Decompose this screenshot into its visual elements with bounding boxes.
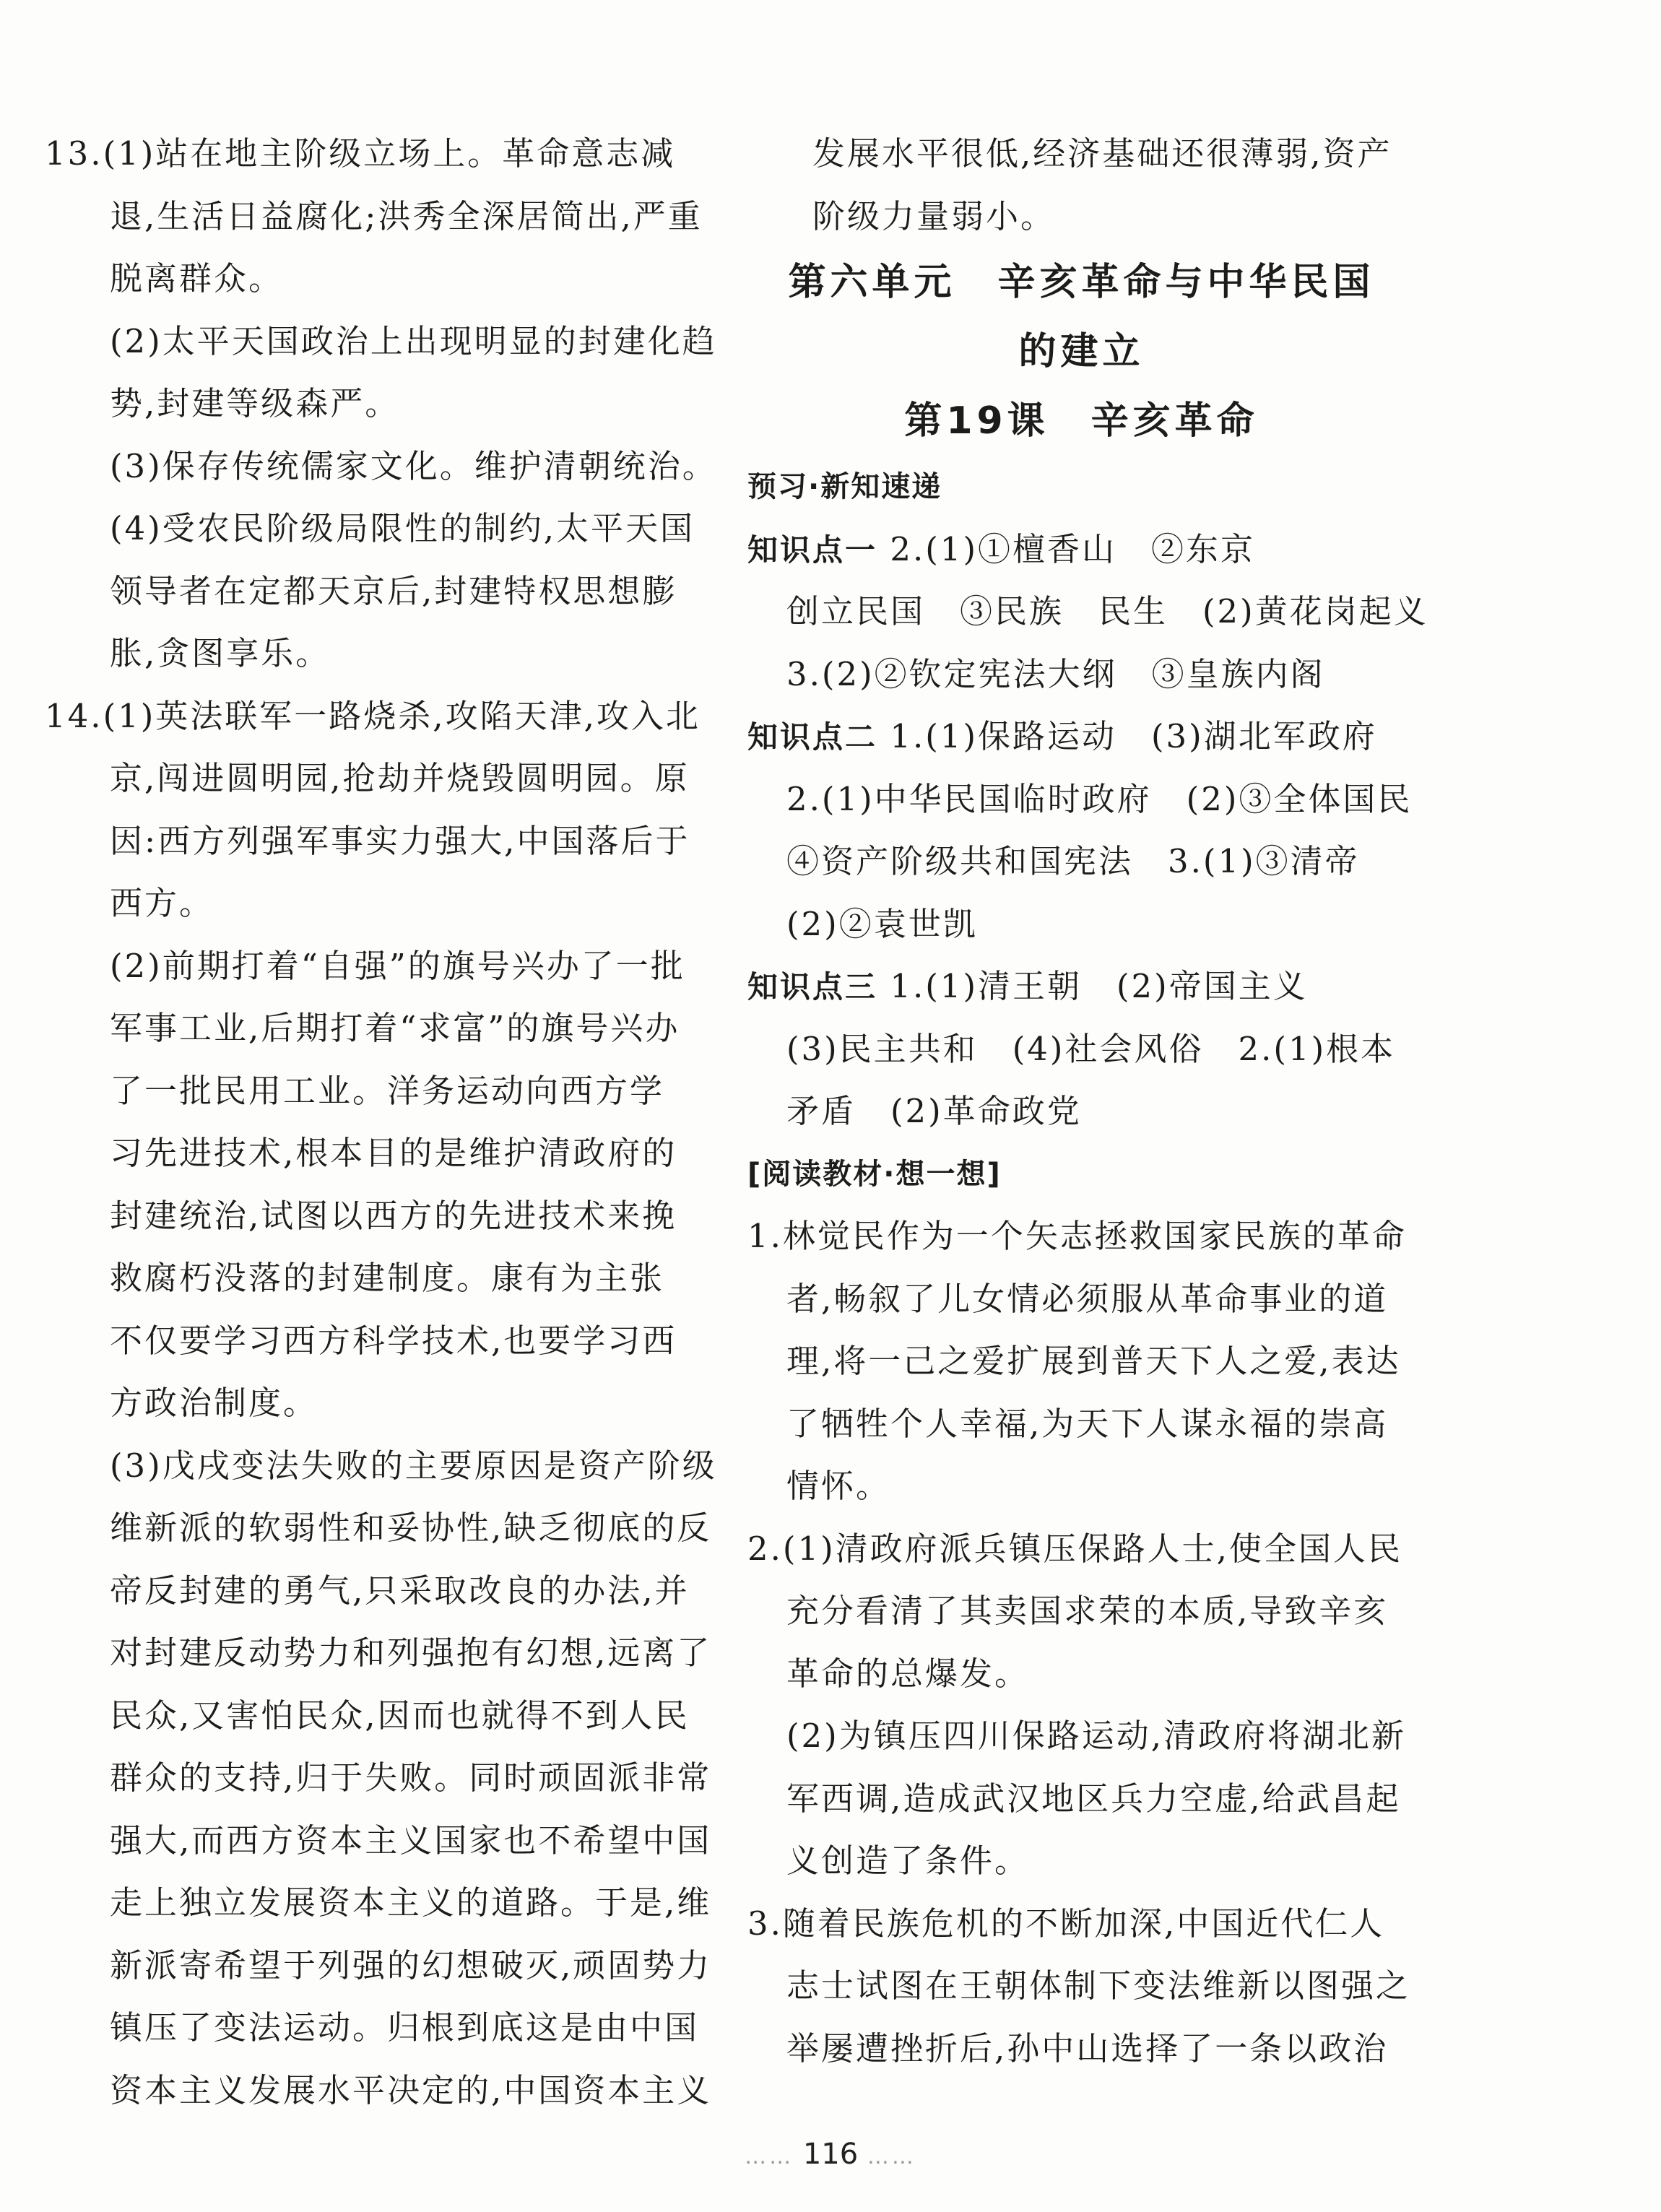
text-line: 因:西方列强军事实力强大,中国落后于: [110, 821, 690, 860]
page-dots: ……: [867, 2144, 916, 2169]
text-line: 不仅要学习西方科学技术,也要学习西: [110, 1321, 677, 1360]
text-line: 新派寄希望于列强的幻想破灭,顽固势力: [110, 1946, 712, 1985]
knowledge-point-3: [747, 955, 1415, 1018]
text-line: 封建统治,试图以西方的先进技术来挽: [110, 1196, 677, 1235]
text-line: (4)受农民阶级局限性的制约,太平天国: [110, 509, 695, 547]
text-line: 14.(1)英法联军一路烧杀,攻陷天津,攻入北: [45, 696, 701, 735]
text-line: (3)戊戌变法失败的主要原因是资产阶级: [110, 1446, 717, 1485]
kp-label: 知识点一: [747, 532, 878, 568]
lesson-title: 第19课 辛亥革命: [904, 399, 1259, 443]
section-heading-read: [阅读教材·想一想]: [747, 1157, 1002, 1191]
text-line: 3.随着民族危机的不断加深,中国近代仁人: [747, 1904, 1385, 1943]
text-line: (3)保存传统儒家文化。维护清朝统治。: [110, 446, 717, 485]
text-line: 民众,又害怕民众,因而也就得不到人民: [110, 1696, 690, 1735]
text-line: 情怀。: [786, 1467, 891, 1505]
text-line: 革命的总爆发。: [786, 1654, 1030, 1693]
text-line: 2.(1)清政府派兵镇压保路人士,使全国人民: [747, 1529, 1402, 1568]
text-line: 退,生活日益腐化;洪秀全深居简出,严重: [110, 196, 703, 235]
text-line: (2)为镇压四川保路运动,清政府将湖北新: [786, 1717, 1407, 1755]
page-number: [0, 2138, 1661, 2171]
text-line: (2)太平天国政治上出现明显的封建化趋: [110, 321, 717, 360]
kp-text: 1.(1)清王朝 (2)帝国主义: [877, 967, 1308, 1005]
text-line: 阶级力量弱小。: [812, 196, 1056, 235]
text-line: (2)②袁世凯: [786, 904, 978, 943]
text-line: 脱离群众。: [110, 259, 284, 298]
text-line: ④资产阶级共和国宪法 3.(1)③清帝: [786, 842, 1360, 880]
text-line: 义创造了条件。: [786, 1842, 1030, 1880]
text-line: 方政治制度。: [110, 1384, 318, 1422]
text-line: 了一批民用工业。洋务运动向西方学: [110, 1071, 665, 1110]
text-line: 1.林觉民作为一个矢志拯救国家民族的革命: [747, 1217, 1407, 1255]
text-line: 救腐朽没落的封建制度。康有为主张: [110, 1259, 665, 1297]
text-line: 资本主义发展水平决定的,中国资本主义: [110, 2070, 712, 2109]
text-line: 镇压了变法运动。归根到底这是由中国: [110, 2008, 700, 2047]
text-line: 西方。: [110, 884, 214, 922]
kp-text: 1.(1)保路运动 (3)湖北军政府: [877, 717, 1377, 755]
left-column: [45, 123, 716, 2122]
text-line: 势,封建等级森严。: [110, 384, 400, 422]
text-line: 志士试图在王朝体制下变法维新以图强之: [786, 1966, 1411, 2005]
page-dots: ……: [745, 2144, 794, 2169]
text-line: 京,闯进圆明园,抢劫并烧毁圆明园。原: [110, 759, 690, 797]
text-line: 维新派的软弱性和妥协性,缺乏彻底的反: [110, 1509, 712, 1547]
section-heading-preview: 预习·新知速递: [747, 470, 942, 503]
unit-title: 第六单元 辛亥革命与中华民国: [788, 261, 1375, 304]
text-line: 领导者在定都天京后,封建特权思想膨: [110, 571, 677, 610]
knowledge-point-2: [747, 706, 1415, 768]
unit-title-cont: 的建立: [1018, 330, 1145, 373]
knowledge-point-1: [747, 519, 1415, 581]
text-line: 强大,而西方资本主义国家也不希望中国: [110, 1821, 712, 1860]
text-line: 帝反封建的勇气,只采取改良的办法,并: [110, 1571, 690, 1610]
text-line: 理,将一己之爱扩展到普天下人之爱,表达: [786, 1342, 1401, 1380]
kp-text: 2.(1)①檀香山 ②东京: [877, 529, 1255, 568]
text-line: 习先进技术,根本目的是维护清政府的: [110, 1134, 677, 1172]
text-line: 2.(1)中华民国临时政府 (2)③全体国民: [786, 779, 1413, 818]
text-line: 13.(1)站在地主阶级立场上。革命意志减: [45, 134, 676, 173]
text-line: 走上独立发展资本主义的道路。于是,维: [110, 1883, 712, 1922]
text-line: 者,畅叙了儿女情必须服从革命事业的道: [786, 1279, 1389, 1318]
text-line: 胀,贪图享乐。: [110, 634, 331, 672]
text-line: 对封建反动势力和列强抱有幻想,远离了: [110, 1634, 712, 1672]
text-line: 军西调,造成武汉地区兵力空虚,给武昌起: [786, 1779, 1401, 1818]
kp-label: 知识点三: [747, 969, 878, 1005]
text-line: 创立民国 ③民族 民生 (2)黄花岗起义: [786, 592, 1428, 630]
text-line: 了牺牲个人幸福,为天下人谋永福的崇高: [786, 1404, 1389, 1443]
text-line: 充分看清了其卖国求荣的本质,导致辛亥: [786, 1592, 1389, 1630]
text-line: 发展水平很低,经济基础还很薄弱,资产: [812, 134, 1392, 173]
kp-label: 知识点二: [747, 719, 878, 755]
text-line: 矛盾 (2)革命政党: [786, 1092, 1082, 1130]
text-line: 军事工业,后期打着“求富”的旗号兴办: [110, 1009, 680, 1047]
text-line: 举屡遭挫折后,孙中山选择了一条以政治: [786, 2029, 1389, 2068]
text-line: 群众的支持,归于失败。同时顽固派非常: [110, 1758, 712, 1797]
page-number-value: 116: [802, 2138, 859, 2171]
right-column: [747, 123, 1428, 2080]
text-line: (3)民主共和 (4)社会风俗 2.(1)根本: [786, 1029, 1396, 1068]
text-line: 3.(2)②钦定宪法大纲 ③皇族内阁: [786, 654, 1325, 693]
text-line: (2)前期打着“自强”的旗号兴办了一批: [110, 946, 685, 985]
